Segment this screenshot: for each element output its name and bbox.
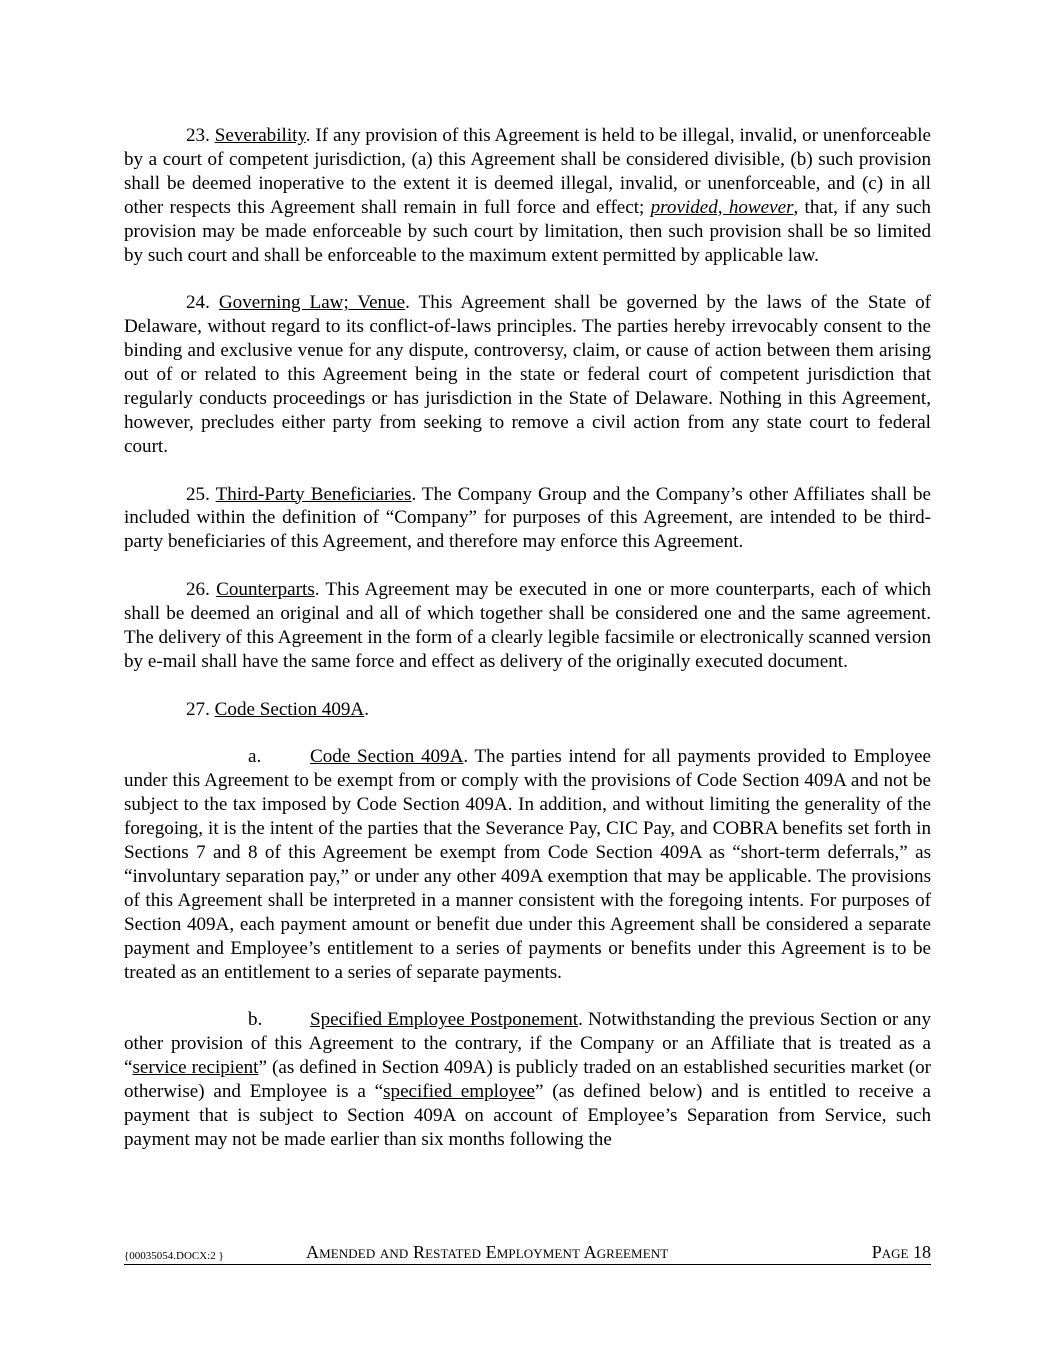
footer-doc-id: {00035054.DOCX:2 } bbox=[124, 1250, 224, 1262]
defined-term-specified-employee: specified employee bbox=[383, 1081, 536, 1103]
section-text: . The Company Group and the Company’s other Affiliates shall be included within the definition of “Company” for purposes of this Agreement, are intended to be third-party beneficiaries of this Agreement, and therefore may enforce this Agreement. bbox=[124, 483, 931, 553]
footer-page-number: Page 18 bbox=[871, 1242, 931, 1262]
footer-title: Amended and Restated Employment Agreement bbox=[306, 1242, 669, 1262]
section-23-severability bbox=[124, 124, 931, 267]
section-heading: Third-Party Beneficiaries bbox=[215, 483, 412, 505]
section-text: . If any provision of this Agreement is held to be illegal, invalid, or unenforceable by a court of competent jurisdiction, (a) this Agreement shall be considered divisible, (b) such provision shall be deemed inoperative to the extent it is deemed illegal, invalid, or unenforceable, and (c) in all other respects this Agreement shall remain in full force and effect; bbox=[124, 125, 931, 218]
section-heading: Counterparts bbox=[216, 579, 315, 601]
section-text: . bbox=[364, 698, 369, 720]
section-number: 26. bbox=[186, 579, 210, 601]
subsection-text: . Notwithstanding the previous Section or any other provision of this Agreement to the contrary, if the Company or an Affiliate that is treated as a “ bbox=[124, 1009, 931, 1079]
subsection-heading: Code Section 409A bbox=[310, 746, 464, 768]
document-page bbox=[124, 124, 931, 1176]
section-text-continued: , that, if any such provision may be made enforceable by such court by limitation, then such provision shall be so limited by such court and shall be enforceable to the maximum extent permitted by applicable law. bbox=[124, 196, 931, 266]
section-26-counterparts bbox=[124, 578, 931, 674]
subsection-27a bbox=[124, 745, 931, 984]
section-text: . This Agreement may be executed in one or more counterparts, each of which shall be deemed an original and all of which together shall be considered one and the same agreement. The delivery of this Agreement in the form of a clearly legible facsimile or electronically scanned version by e-mail shall have the same force and effect as delivery of the originally executed document. bbox=[124, 579, 931, 672]
section-number: 23. bbox=[186, 125, 210, 146]
section-24-governing-law bbox=[124, 291, 931, 458]
section-heading: Code Section 409A bbox=[214, 698, 365, 720]
section-emphasis: provided, however bbox=[650, 196, 794, 218]
section-25-third-party-beneficiaries bbox=[124, 483, 931, 555]
subsection-label: b. bbox=[248, 1009, 263, 1031]
defined-term-service-recipient: service recipient bbox=[132, 1057, 259, 1079]
section-number: 27. bbox=[186, 698, 210, 720]
section-number: 24. bbox=[186, 292, 210, 314]
subsection-text-continued: ” (as defined in Section 409A) is publicly traded on an established securities market (or otherwise) and Employee is a “ bbox=[124, 1057, 931, 1103]
section-text: . This Agreement shall be governed by the laws of the State of Delaware, without regard to its conflict-of-laws principles. The parties hereby irrevocably consent to the binding and exclusive venue for any dispute, controversy, claim, or cause of action between them arising out of or related to this Agreement being in the state or federal court of competent jurisdiction that regularly conducts proceedings or has jurisdiction in the State of Delaware. Nothing in this Agreement, however, precludes either party from seeking to remove a civil action from any state court to federal court. bbox=[124, 292, 931, 457]
section-heading: Governing Law; Venue bbox=[218, 292, 406, 314]
subsection-text-end: ” (as defined below) and is entitled to receive a payment that is subject to Section 409A on account of Employee’s Separation from Service, such payment may not be made earlier than six months following the bbox=[124, 1081, 931, 1150]
subsection-text: . The parties intend for all payments provided to Employee under this Agreement to be exempt from or comply with the provisions of Code Section 409A and not be subject to the tax imposed by Code Section 409A. In addition, and without limiting the generality of the foregoing, it is the intent of the parties that the Severance Pay, CIC Pay, and COBRA benefits set forth in Sections 7 and 8 of this Agreement be exempt from Code Section 409A as “short-term deferrals,” as “involuntary separation pay,” or under any other 409A exemption that may be applicable. The provisions of this Agreement shall be interpreted in a manner consistent with the foregoing intents. For purposes of Section 409A, each payment amount or benefit due under this Agreement shall be considered a separate payment and Employee’s entitlement to a series of payments or benefits under this Agreement is to be treated as an entitlement to a series of separate payments. bbox=[124, 746, 931, 983]
section-27-code-section-409a bbox=[124, 698, 931, 722]
page-footer bbox=[124, 1240, 931, 1265]
subsection-heading: Specified Employee Postponement bbox=[310, 1009, 579, 1031]
section-heading: Severability bbox=[214, 125, 306, 146]
subsection-27b bbox=[124, 1008, 931, 1151]
subsection-label: a. bbox=[248, 746, 262, 768]
section-number: 25. bbox=[186, 483, 210, 505]
